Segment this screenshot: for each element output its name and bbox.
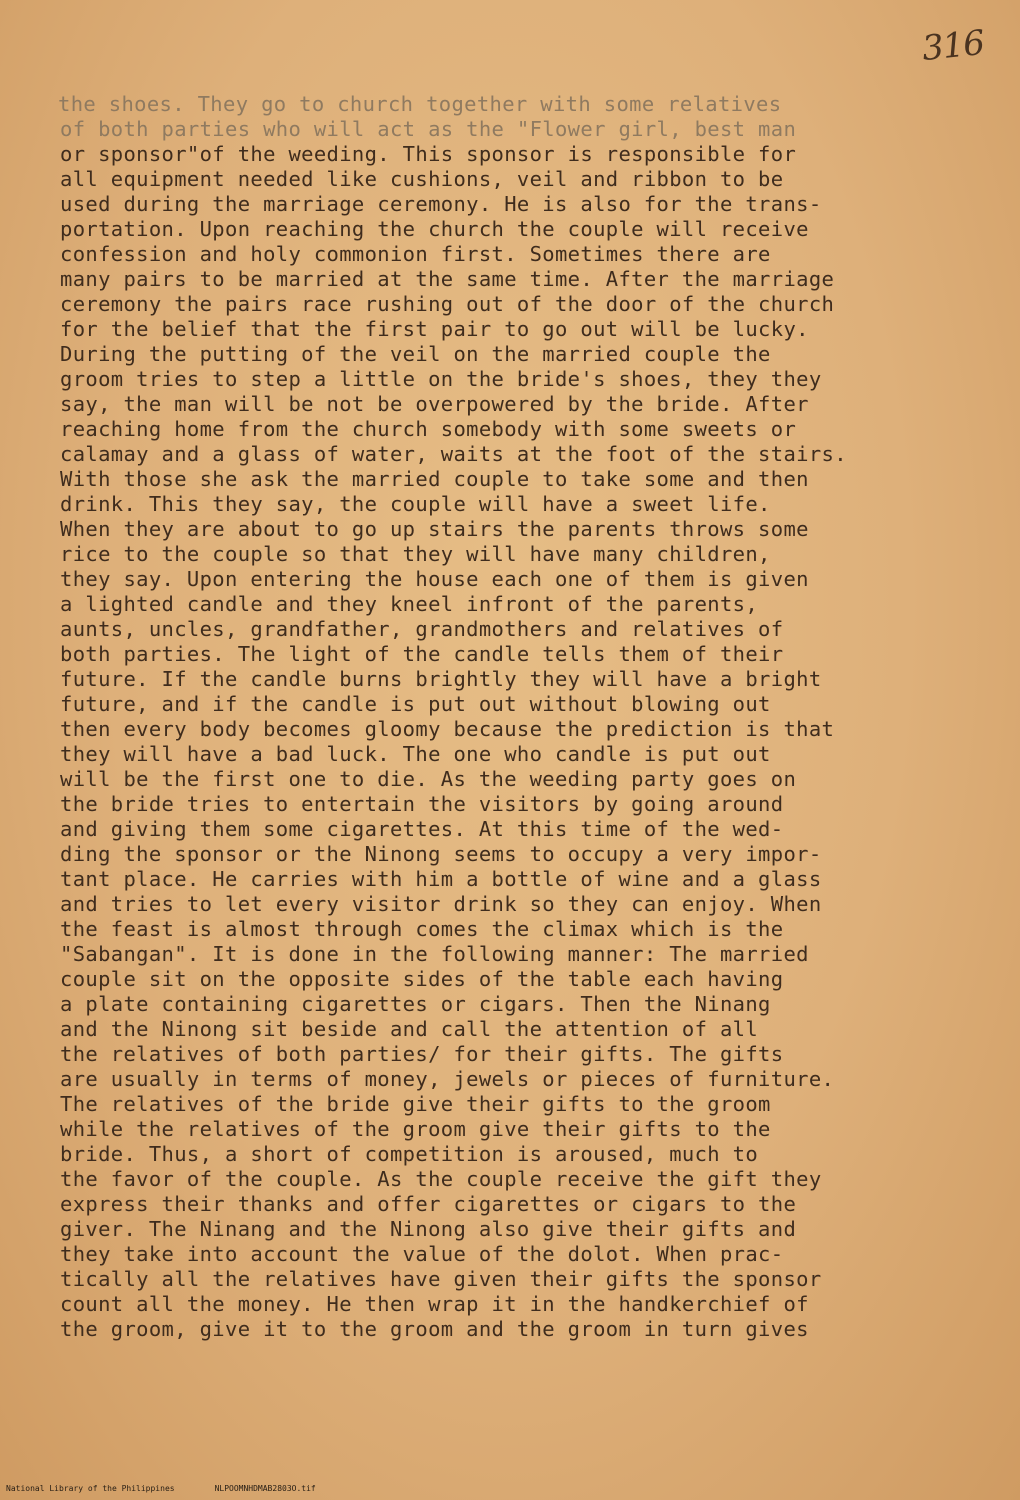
text-line: portation. Upon reaching the church the couple will receive [60, 217, 809, 241]
text-line: tically all the relatives have given their gifts the sponsor [60, 1267, 822, 1291]
page-number: 316 [920, 22, 986, 70]
text-line: couple sit on the opposite sides of the table each having [60, 967, 784, 991]
text-line: count all the money. He then wrap it in the handkerchief of [60, 1292, 809, 1316]
text-line: giver. The Ninang and the Ninong also give their gifts and [60, 1217, 797, 1241]
text-line: confession and holy commonion first. Sometimes there are [60, 242, 771, 266]
text-line: of both parties who will act as the "Flower girl, best man [60, 117, 797, 141]
text-line: "Sabangan". It is done in the following manner: The married [60, 942, 809, 966]
text-line: the groom, give it to the groom and the groom in turn gives [60, 1317, 809, 1341]
text-line: ceremony the pairs race rushing out of the door of the church [60, 292, 835, 316]
text-line: many pairs to be married at the same time. After the marriage [60, 267, 835, 291]
text-line: say, the man will be not be overpowered by the bride. After [60, 392, 809, 416]
text-line: then every body becomes gloomy because the prediction is that [60, 717, 835, 741]
text-line: a plate containing cigarettes or cigars. Then the Ninang [60, 992, 771, 1016]
scan-footer [6, 1484, 316, 1493]
text-line: aunts, uncles, grandfather, grandmothers and relatives of [60, 617, 784, 641]
text-line: bride. Thus, a short of competition is aroused, much to [60, 1142, 759, 1166]
text-line: ding the sponsor or the Ninong seems to occupy a very impor- [60, 842, 822, 866]
text-line: they say. Upon entering the house each one of them is given [60, 567, 809, 591]
text-line: drink. This they say, the couple will have a sweet life. [60, 492, 771, 516]
text-line: express their thanks and offer cigarettes or cigars to the [60, 1192, 797, 1216]
text-line: or sponsor"of the weeding. This sponsor is responsible for [60, 142, 797, 166]
text-line: The relatives of the bride give their gifts to the groom [60, 1092, 771, 1116]
text-line: used during the marriage ceremony. He is also for the trans- [60, 192, 822, 216]
text-line: for the belief that the first pair to go out will be lucky. [60, 317, 809, 341]
text-line: future, and if the candle is put out without blowing out [60, 692, 771, 716]
text-line: a lighted candle and they kneel infront of the parents, [60, 592, 759, 616]
text-line: and giving them some cigarettes. At this time of the wed- [60, 817, 784, 841]
footer-filename: NLPOOMNHDMAB2803O.tif [214, 1484, 316, 1493]
text-line: while the relatives of the groom give their gifts to the [60, 1117, 771, 1141]
text-line: all equipment needed like cushions, veil and ribbon to be [60, 167, 784, 191]
text-line: and the Ninong sit beside and call the attention of all [60, 1017, 759, 1041]
text-line: the relatives of both parties/ for their gifts. The gifts [60, 1042, 784, 1066]
text-line: will be the first one to die. As the weeding party goes on [60, 767, 797, 791]
text-line: With those she ask the married couple to take some and then [60, 467, 809, 491]
text-line: and tries to let every visitor drink so they can enjoy. When [60, 892, 822, 916]
text-line: future. If the candle burns brightly they will have a bright [60, 667, 822, 691]
text-line: the shoes. They go to church together with some relatives [58, 92, 782, 116]
text-line: they will have a bad luck. The one who candle is put out [60, 742, 771, 766]
text-line: reaching home from the church somebody with some sweets or [60, 417, 797, 441]
text-line: When they are about to go up stairs the parents throws some [60, 517, 809, 541]
text-line: both parties. The light of the candle tells them of their [60, 642, 784, 666]
text-line: tant place. He carries with him a bottle of wine and a glass [60, 867, 822, 891]
text-line: groom tries to step a little on the bride's shoes, they they [60, 367, 822, 391]
footer-institution: National Library of the Philippines [6, 1484, 175, 1493]
text-line: the favor of the couple. As the couple receive the gift they [60, 1167, 822, 1191]
text-line: the bride tries to entertain the visitors by going around [60, 792, 784, 816]
text-line: During the putting of the veil on the married couple the [60, 342, 771, 366]
text-line: calamay and a glass of water, waits at the foot of the stairs. [60, 442, 847, 466]
text-line: are usually in terms of money, jewels or pieces of furniture. [60, 1067, 835, 1091]
text-line: rice to the couple so that they will have many children, [60, 542, 771, 566]
text-line: the feast is almost through comes the climax which is the [60, 917, 784, 941]
text-line: they take into account the value of the dolot. When prac- [60, 1242, 784, 1266]
